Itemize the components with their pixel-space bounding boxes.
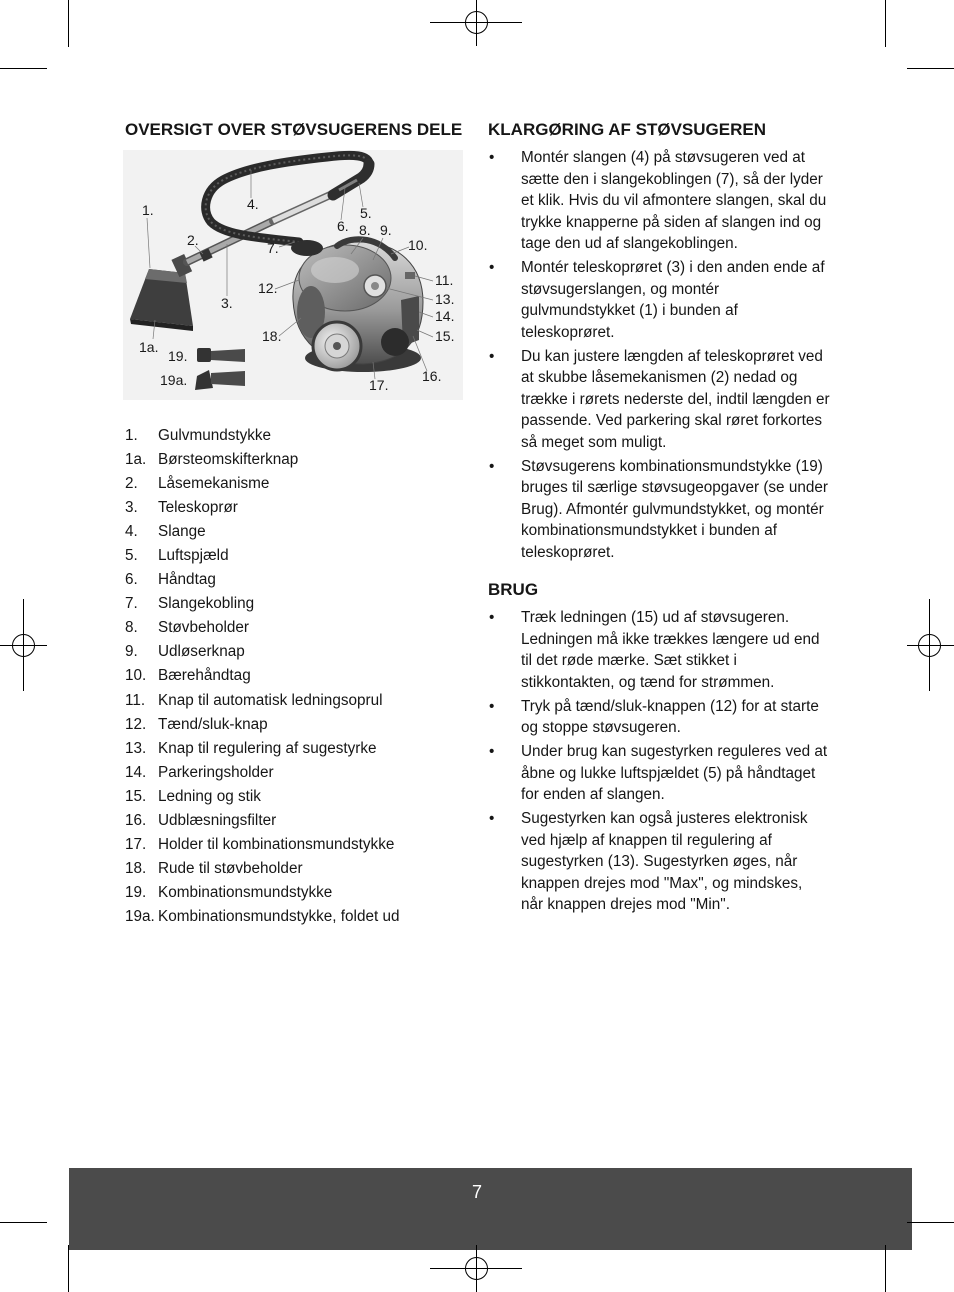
setup-step [488,147,848,255]
figure-label: 15. [435,328,455,344]
part-name: Holder til kombinationsmundstykke [158,835,395,853]
figure-label: 2. [187,232,199,248]
parts-list-item [125,664,455,688]
parts-list-item [125,785,455,809]
part-number: 18. [125,859,147,877]
figure-label: 8. [359,222,371,238]
figure-label: 1. [142,202,154,218]
part-number: 11. [125,691,146,709]
text-line: stikkontakten, og tænd for strømmen. [521,673,775,691]
hose-inlet [291,240,323,256]
part-number: 16. [125,811,147,829]
text-line: at skubbe låsemekanismen (2) nedad og [521,369,798,387]
figure-label: 14. [435,308,455,324]
text-line: trække i rørets nederste del, indtil længden er [521,390,830,408]
part-number: 6. [125,571,138,589]
part-name: Udløserknap [158,643,245,661]
part-name: Teleskoprør [158,499,238,517]
part-name: Støvbeholder [158,619,249,637]
registration-mark [430,0,522,46]
crop-mark [0,0,69,69]
figure-label: 5. [360,205,372,221]
part-number: 19. [125,883,147,901]
text-line: støvsugerslangen, og montér [521,280,720,298]
registration-mark [907,599,954,691]
figure-label: 10. [408,237,428,253]
text-line: trykke knapperne på siden af slangen ind og [521,213,822,231]
figure-label: 6. [337,218,349,234]
parts-list [125,424,455,929]
usage-step [488,741,848,806]
text-line: sugestyrken (13). Sugestyrken øges, når [521,853,798,871]
parts-list-item [125,448,455,472]
text-line: Brug). Afmontér gulvmundstykket, og montér [521,500,824,518]
setup-instructions-list [488,147,848,566]
parts-list-item [125,520,455,544]
part-name: Låsemekanisme [158,475,270,493]
figure-label: 19a. [160,372,188,388]
parts-list-item [125,689,455,713]
figure-label: 9. [380,222,392,238]
vacuum-body [291,239,423,372]
cord-rewind-button [405,272,415,279]
part-name: Rude til støvbeholder [158,859,303,877]
part-name: Gulvmundstykke [158,427,272,444]
parts-list-item [125,833,455,857]
part-name: Børsteomskifterknap [158,451,299,469]
text-line: et klik. Hvis du vil afmontere slangen, skal du [521,192,827,210]
text-line: for enden af slangen. [521,786,665,804]
part-number: 15. [125,787,147,805]
part-number: 13. [125,739,147,757]
part-number: 5. [125,547,138,565]
text-line: • Under brug kan sugestyrken reguleres ved at [521,743,828,761]
text-line: når knappen drejes mod "Min". [521,896,730,914]
text-line: gulvmundstykket (1) i bunden af [521,302,738,320]
part-number: 9. [125,643,138,661]
parts-list-item [125,737,455,761]
text-line: teleskoprøret. [521,543,615,561]
part-name: Knap til automatisk ledningsoprul [158,691,383,709]
part-number: 1a. [125,451,147,469]
parts-list-item [125,472,455,496]
parts-list-item [125,857,455,881]
parts-list-item [125,592,455,616]
text-line: Ledningen må ikke trækkes længere ud end [521,630,820,648]
part-number: 8. [125,619,138,637]
page-number: 7 [471,1182,482,1202]
part-number: 3. [125,499,138,517]
part-name: Parkeringsholder [158,763,274,781]
part-name: Bærehåndtag [158,667,251,685]
part-name: Kombinationsmundstykke, foldet ud [158,907,400,925]
text-line: bruges til særlige støvsugeopgaver (se under [521,479,828,497]
text-line: til det røde mærke. Sæt stikket i [521,652,737,670]
figure-label: 18. [262,328,282,344]
figure-label: 4. [247,196,259,212]
figure-label: 17. [369,377,389,393]
parts-list-item [125,544,455,568]
text-line: teleskoprøret. [521,323,615,341]
text-line: • Træk ledningen (15) ud af støvsugeren. [521,609,790,627]
usage-instructions-list [488,607,848,918]
part-name: Tænd/sluk-knap [158,715,268,733]
part-name: Udblæsningsfilter [158,811,277,829]
part-name: Slangekobling [158,595,255,613]
parts-list-item [125,905,455,929]
part-number: 12. [125,715,147,733]
parts-list-item [125,424,455,448]
vacuum-cleaner-illustration [123,150,463,400]
part-number: 4. [125,523,138,541]
crop-mark [0,1223,69,1292]
part-number: 17. [125,835,147,853]
parts-list-item [125,881,455,905]
text-line: kombinationsmundstykket i bunden af [521,522,777,540]
text-line: • Tryk på tænd/sluk-knappen (12) for at starte [521,697,819,715]
part-number: 7. [125,595,138,613]
setup-step [488,346,848,454]
parts-list-item [125,713,455,737]
crop-mark [886,0,954,69]
parts-list-item [125,616,455,640]
usage-heading: BRUG [488,580,539,599]
registration-mark [430,1245,522,1292]
text-line: ved hjælp af knappen til regulering af [521,831,772,849]
text-line: tage den ud af slangekoblingen. [521,235,738,253]
text-line: åbne og lukke luftspjældet (5) på håndtaget [521,764,816,782]
parts-overview-heading: OVERSIGT OVER STØVSUGERENS DELE [125,120,463,139]
figure-label: 16. [422,368,442,384]
text-line: så meget som muligt. [521,433,667,451]
text-line: passende. Ved parkering skal røret forkortes [521,412,822,430]
setup-step [488,257,848,343]
part-number: 14. [125,763,147,781]
figure-label: 12. [258,280,278,296]
setup-heading: KLARGØRING AF STØVSUGEREN [488,120,766,139]
parts-list-item [125,761,455,785]
usage-step [488,696,848,739]
text-line: • Du kan justere længden af teleskoprøret ved [521,347,823,365]
parts-list-item [125,568,455,592]
parts-list-item [125,640,455,664]
setup-step [488,456,848,564]
part-number: 19a. [125,907,155,925]
figure-label: 11. [435,272,454,288]
text-line: • Montér slangen (4) på støvsugeren ved at [521,149,805,167]
part-name: Ledning og stik [158,787,261,805]
usage-step [488,607,848,693]
part-name: Luftspjæld [158,547,229,565]
registration-mark [0,599,47,691]
part-number: 1. [125,427,138,444]
figure-label: 3. [221,295,233,311]
figure-label: 7. [267,240,279,256]
part-name: Håndtag [158,571,216,589]
text-line: • Sugestyrken kan også justeres elektronisk [521,810,808,828]
figure-label: 13. [435,291,455,307]
parts-list-item [125,496,455,520]
text-line: knappen drejes mod "Max", og mindskes, [521,874,803,892]
figure-label: 19. [168,348,188,364]
text-line: og stoppe støvsugeren. [521,719,681,737]
text-line: sætte den i slangekoblingen (7), så der lyder [521,170,823,188]
text-line: • Støvsugerens kombinationsmundstykke (19) [521,457,823,475]
part-number: 10. [125,667,147,685]
parts-list-item [125,809,455,833]
figure-label: 1a. [139,339,159,355]
text-line: • Montér teleskoprøret (3) i den anden ende af [521,259,825,277]
part-number: 2. [125,475,138,493]
part-name: Kombinationsmundstykke [158,883,333,901]
usage-step [488,808,848,916]
part-name: Knap til regulering af sugestyrke [158,739,377,757]
part-name: Slange [158,523,206,541]
